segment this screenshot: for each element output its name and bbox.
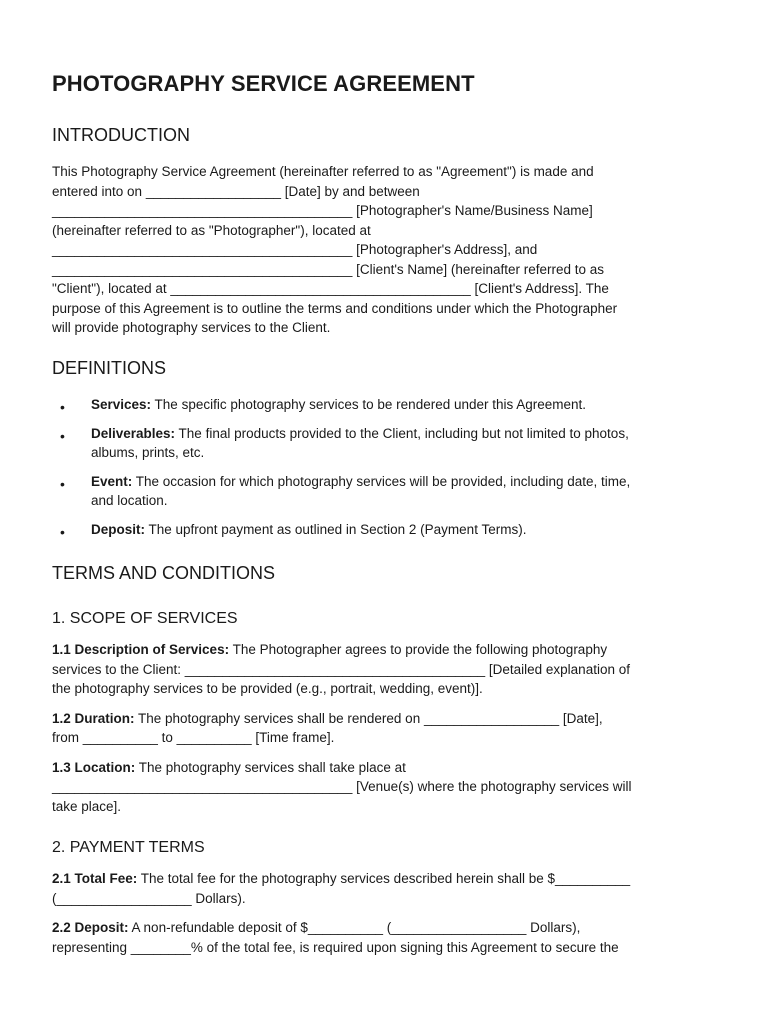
clause-label: 1.2 Duration:	[52, 710, 135, 726]
clause-label: 2.2 Deposit:	[52, 920, 129, 935]
clause-text-cont: ________________________________________ [Venue(s) where the photography services will	[52, 779, 632, 794]
definition-term: Deliverables:	[91, 425, 176, 441]
definitions-section	[52, 358, 718, 548]
intro-line: This Photography Service Agreement (hereinafter referred to as "Agreement") is made and	[52, 164, 594, 179]
bullet-icon: •	[60, 523, 65, 540]
bullet-icon: •	[60, 399, 65, 415]
clause-2-1	[52, 869, 718, 908]
bullet-icon: •	[60, 427, 65, 444]
intro-line: will provide photography services to the Client.	[52, 320, 331, 335]
scope-section	[52, 610, 718, 816]
definition-text: The final products provided to the Client, including but not limited to photos,	[175, 425, 629, 441]
clause-text-cont: representing ________% of the total fee, is required upon signing this Agreement to secure the	[52, 939, 619, 955]
definition-text-cont: albums, prints, etc.	[91, 445, 205, 460]
intro-line: ________________________________________ [Photographer's Address], and	[52, 242, 538, 257]
introduction-paragraph	[52, 162, 718, 338]
clause-1-1	[52, 640, 718, 699]
definition-text: The occasion for which photography services will be provided, including date, time,	[132, 473, 631, 489]
clause-text: A non-refundable deposit of $__________ (__________________ Dollars),	[128, 920, 581, 935]
clause-text: The photography services shall be rendered on __________________ [Date],	[134, 710, 603, 726]
bullet-icon: •	[60, 475, 65, 492]
clause-1-2	[52, 709, 718, 748]
definition-text: The upfront payment as outlined in Section 2 (Payment Terms).	[145, 521, 527, 537]
intro-line: "Client"), located at ________________________________________ [Client's Address]. The	[52, 281, 609, 296]
intro-line: purpose of this Agreement is to outline the terms and conditions under which the Photographer	[52, 300, 618, 316]
definitions-heading: DEFINITIONS	[52, 358, 167, 378]
clause-text-cont: (__________________ Dollars).	[52, 890, 246, 906]
introduction-section	[52, 125, 718, 338]
intro-line: ________________________________________ [Photographer's Name/Business Name]	[52, 203, 593, 218]
intro-line: entered into on __________________ [Date] by and between	[52, 183, 420, 199]
clause-label: 1.3 Location:	[52, 759, 136, 775]
definition-text-cont: and location.	[91, 493, 168, 508]
clause-label: 1.1 Description of Services:	[52, 642, 230, 657]
definition-term: Deposit:	[91, 521, 145, 537]
definition-term: Services:	[91, 397, 152, 412]
definition-item	[52, 395, 718, 415]
definitions-list	[52, 395, 718, 539]
intro-line: (hereinafter referred to as "Photographer"), located at	[52, 222, 371, 238]
clause-1-3	[52, 758, 718, 817]
definition-item	[52, 424, 718, 463]
clause-2-2	[52, 918, 718, 957]
terms-section	[52, 563, 718, 584]
clause-label: 2.1 Total Fee:	[52, 871, 138, 886]
definition-item	[52, 520, 718, 540]
clause-text-cont: from __________ to __________ [Time frame].	[52, 730, 335, 745]
terms-heading: TERMS AND CONDITIONS	[52, 563, 276, 583]
definition-text: The specific photography services to be rendered under this Agreement.	[151, 397, 587, 412]
clause-text-cont: take place].	[52, 798, 122, 814]
document-title: PHOTOGRAPHY SERVICE AGREEMENT	[52, 71, 475, 96]
clause-text: The Photographer agrees to provide the following photography	[229, 642, 608, 657]
scope-heading: 1. SCOPE OF SERVICES	[52, 610, 238, 627]
definition-item	[52, 472, 718, 511]
clause-text: The photography services shall take place at	[135, 759, 406, 775]
clause-text-cont: services to the Client: ________________________________________ [Detailed explanation of	[52, 661, 630, 677]
payment-section	[52, 839, 718, 957]
payment-heading: 2. PAYMENT TERMS	[52, 839, 205, 856]
clause-text: The total fee for the photography services described herein shall be $__________	[137, 871, 631, 886]
clause-text-cont: the photography services to be provided (e.g., portrait, wedding, event)].	[52, 681, 483, 696]
introduction-heading: INTRODUCTION	[52, 125, 190, 145]
intro-line: ________________________________________ [Client's Name] (hereinafter referred to as	[52, 261, 605, 277]
definition-term: Event:	[91, 473, 133, 489]
